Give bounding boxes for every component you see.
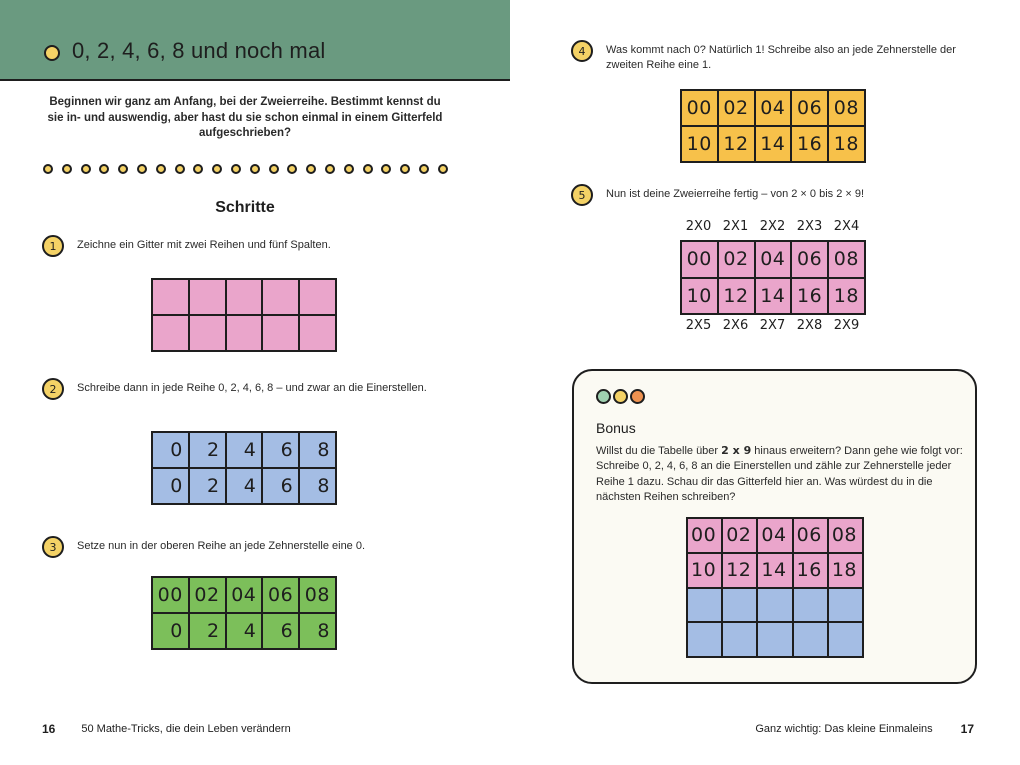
chapter-header-band: [0, 0, 510, 81]
step-number-badge: 3: [42, 536, 64, 558]
divider-dot-icon: [287, 164, 297, 174]
grid-cell: [263, 280, 298, 314]
grid-step-4: [680, 89, 866, 163]
grid-cell: [723, 589, 756, 622]
grid-cell: 00: [153, 578, 188, 612]
grid-cell: [227, 280, 262, 314]
grid-cell: 4: [227, 469, 262, 503]
grid-cell: 06: [794, 519, 827, 552]
grid-cell: [153, 280, 188, 314]
bonus-title: Bonus: [596, 420, 636, 436]
grid-cell: [758, 623, 791, 656]
divider-dot-icon: [137, 164, 147, 174]
grid-cell: 16: [792, 127, 827, 161]
grid-cell: [758, 589, 791, 622]
grid-cell: 02: [719, 91, 754, 125]
grid-cell: 0: [153, 433, 188, 467]
page-number: 16: [42, 722, 56, 736]
grid-cell: 08: [829, 519, 862, 552]
divider-dot-icon: [175, 164, 185, 174]
step-3: [42, 536, 365, 558]
divider-dot-icon: [419, 164, 429, 174]
book-title: 50 Mathe-Tricks, die dein Leben verändern: [81, 723, 291, 735]
step-number-badge: 4: [571, 40, 593, 62]
bonus-text-part: hinaus erweitern? Dann gehe wie folgt vor: Schreibe 0, 2, 4, 6, 8 an die Einerstellen und zähle zur Zehnerstelle jeder Reihe 1 dazu. Schau dir das Gitterfeld hier an. Was würdest du in die nächsten Reihen schreiben?: [596, 445, 963, 504]
grid-cell: 00: [682, 242, 717, 277]
grid-cell: 14: [756, 127, 791, 161]
step-number-badge: 5: [571, 184, 593, 206]
grid-cell: 10: [688, 554, 721, 587]
grid-cell: [688, 589, 721, 622]
divider-dot-icon: [62, 164, 72, 174]
bonus-dot-icon: [596, 389, 611, 404]
divider-dot-icon: [400, 164, 410, 174]
grid-cell: [190, 316, 225, 350]
bonus-traffic-dots: [596, 389, 645, 404]
step-number-badge: 2: [42, 378, 64, 400]
multiplication-labels-bottom: [680, 318, 865, 333]
grid-cell: 04: [758, 519, 791, 552]
section-heading: Schritte: [215, 199, 275, 216]
grid-cell: 2: [190, 433, 225, 467]
step-5: [571, 184, 864, 206]
bonus-grid: [686, 517, 864, 658]
divider-dot-icon: [250, 164, 260, 174]
grid-cell: 12: [719, 127, 754, 161]
grid-cell: 6: [263, 469, 298, 503]
divider-dot-icon: [325, 164, 335, 174]
step-text: Zeichne ein Gitter mit zwei Reihen und fünf Spalten.: [77, 239, 331, 251]
grid-cell: 2: [190, 614, 225, 648]
grid-step-1: [151, 278, 337, 352]
page-number: 17: [960, 722, 974, 736]
footer-left: [42, 722, 291, 736]
multiplication-label: 2X9: [833, 318, 860, 333]
multiplication-label: 2X6: [722, 318, 749, 333]
grid-cell: 10: [682, 279, 717, 314]
grid-cell: 10: [682, 127, 717, 161]
grid-cell: 02: [190, 578, 225, 612]
grid-cell: 16: [792, 279, 827, 314]
grid-cell: 6: [263, 614, 298, 648]
grid-cell: 4: [227, 614, 262, 648]
grid-cell: 8: [300, 469, 335, 503]
divider-dot-icon: [81, 164, 91, 174]
divider-dot-icon: [344, 164, 354, 174]
grid-cell: [794, 589, 827, 622]
divider-dot-icon: [438, 164, 448, 174]
bonus-text: [596, 443, 966, 506]
grid-cell: 04: [227, 578, 262, 612]
multiplication-label: 2X2: [759, 219, 786, 234]
grid-cell: 8: [300, 614, 335, 648]
grid-step-5: [680, 240, 866, 315]
grid-cell: 04: [756, 91, 791, 125]
divider-dot-icon: [212, 164, 222, 174]
grid-cell: 00: [682, 91, 717, 125]
grid-cell: [153, 316, 188, 350]
step-2: [42, 378, 427, 400]
grid-cell: [190, 280, 225, 314]
divider-dot-icon: [43, 164, 53, 174]
divider-dot-icon: [118, 164, 128, 174]
grid-step-2: [151, 431, 337, 505]
intro-paragraph: Beginnen wir ganz am Anfang, bei der Zweierreihe. Bestimmt kennst du sie in- und auswendig, aber hast du sie schon einmal in einem Gitterfeld aufgeschrieben?: [47, 96, 443, 139]
step-4: [571, 40, 976, 73]
grid-cell: 18: [829, 127, 864, 161]
step-number-badge: 1: [42, 235, 64, 257]
grid-cell: [688, 623, 721, 656]
multiplication-label: 2X5: [685, 318, 712, 333]
grid-cell: 06: [792, 242, 827, 277]
grid-cell: 18: [829, 279, 864, 314]
grid-cell: [829, 623, 862, 656]
grid-cell: 02: [719, 242, 754, 277]
multiplication-labels-top: [680, 219, 865, 234]
grid-cell: 00: [688, 519, 721, 552]
step-text: Was kommt nach 0? Natürlich 1! Schreibe also an jede Zehnerstelle der zweiten Reihe eine 1.: [606, 44, 956, 71]
multiplication-label: 2X1: [722, 219, 749, 234]
step-text: Schreibe dann in jede Reihe 0, 2, 4, 6, 8 – und zwar an die Einerstellen.: [77, 382, 427, 394]
multiplication-label: 2X8: [796, 318, 823, 333]
grid-cell: 08: [829, 91, 864, 125]
step-text: Setze nun in der oberen Reihe an jede Zehnerstelle eine 0.: [77, 540, 366, 552]
bonus-dot-icon: [630, 389, 645, 404]
grid-cell: 0: [153, 469, 188, 503]
multiplication-label: 2X3: [796, 219, 823, 234]
grid-cell: 04: [756, 242, 791, 277]
grid-cell: 16: [794, 554, 827, 587]
grid-cell: 4: [227, 433, 262, 467]
grid-cell: 8: [300, 433, 335, 467]
divider-dot-icon: [269, 164, 279, 174]
divider-dot-icon: [381, 164, 391, 174]
grid-cell: 02: [723, 519, 756, 552]
step-text: Nun ist deine Zweierreihe fertig – von 2 × 0 bis 2 × 9!: [606, 188, 865, 200]
chapter-title: Ganz wichtig: Das kleine Einmaleins: [755, 723, 933, 735]
footer-right: [755, 722, 974, 736]
divider-dot-icon: [193, 164, 203, 174]
divider-dot-icon: [363, 164, 373, 174]
dot-divider: [43, 164, 448, 174]
grid-cell: [723, 623, 756, 656]
bonus-box: [572, 369, 977, 684]
multiplication-label: 2X0: [685, 219, 712, 234]
grid-cell: 14: [756, 279, 791, 314]
bonus-text-bold: 2 x 9: [721, 444, 752, 457]
grid-cell: 14: [758, 554, 791, 587]
grid-cell: 12: [719, 279, 754, 314]
grid-step-3: [151, 576, 337, 650]
bonus-text-part: Willst du die Tabelle über: [596, 445, 722, 457]
grid-cell: 0: [153, 614, 188, 648]
multiplication-label: 2X4: [833, 219, 860, 234]
bonus-dot-icon: [613, 389, 628, 404]
page-title: 0, 2, 4, 6, 8 und noch mal: [72, 38, 326, 63]
grid-cell: [227, 316, 262, 350]
grid-cell: [300, 280, 335, 314]
grid-cell: 08: [300, 578, 335, 612]
grid-cell: [794, 623, 827, 656]
grid-cell: [829, 589, 862, 622]
divider-dot-icon: [306, 164, 316, 174]
grid-cell: 2: [190, 469, 225, 503]
divider-dot-icon: [231, 164, 241, 174]
grid-cell: [300, 316, 335, 350]
divider-dot-icon: [156, 164, 166, 174]
grid-cell: 08: [829, 242, 864, 277]
grid-cell: [263, 316, 298, 350]
grid-cell: 6: [263, 433, 298, 467]
header-dot-icon: [44, 45, 60, 61]
divider-dot-icon: [99, 164, 109, 174]
grid-cell: 12: [723, 554, 756, 587]
grid-cell: 06: [792, 91, 827, 125]
grid-cell: 06: [263, 578, 298, 612]
step-1: [42, 235, 331, 257]
grid-cell: 18: [829, 554, 862, 587]
multiplication-label: 2X7: [759, 318, 786, 333]
